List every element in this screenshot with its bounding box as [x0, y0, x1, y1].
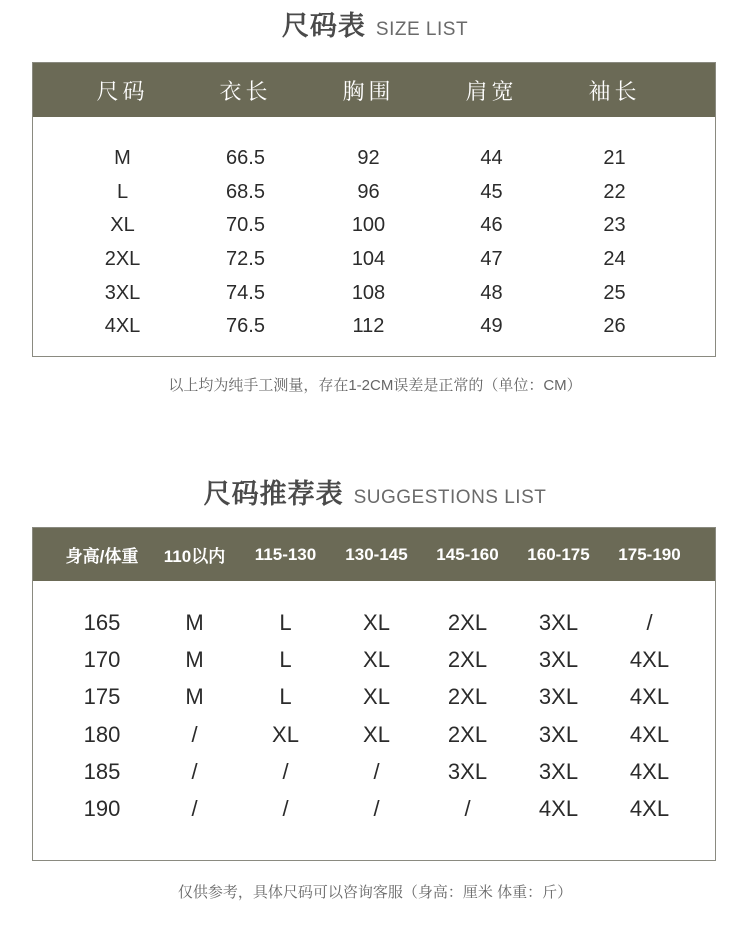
table-cell: /	[191, 796, 198, 822]
table-cell: 25	[603, 281, 626, 304]
table-cell: 92	[357, 147, 380, 170]
table-cell: 44	[480, 147, 503, 170]
table-cell: /	[646, 609, 653, 635]
size-header-cell: 袖长	[588, 79, 641, 105]
table-row	[55, 753, 715, 790]
table-row	[55, 641, 715, 678]
table-cell: 2XL	[447, 721, 488, 747]
table-cell: L	[279, 609, 292, 635]
size-header-cell: 肩宽	[465, 79, 518, 105]
table-row	[61, 310, 715, 344]
table-cell: XL	[363, 684, 390, 710]
size-list-title-cn: 尺码表	[281, 11, 366, 42]
suggestion-header-cell: 130-145	[345, 544, 408, 564]
size-header-cell: 衣长	[219, 79, 272, 105]
table-cell: 2XL	[447, 684, 488, 710]
suggestion-header-cell: 115-130	[254, 544, 317, 564]
table-cell: /	[191, 758, 198, 784]
size-header-cell: 胸围	[342, 79, 395, 105]
table-cell: L	[279, 684, 292, 710]
table-cell: /	[464, 796, 471, 822]
table-cell: 23	[603, 214, 626, 237]
suggestion-list-title-en: SUGGESTIONS LIST	[353, 487, 547, 508]
table-cell: 180	[83, 721, 121, 747]
table-cell: 4XL	[629, 796, 670, 822]
table-row	[61, 142, 715, 176]
suggestion-header-cell: 身高/体重	[65, 547, 139, 566]
table-row	[55, 604, 715, 641]
suggestion-list-title	[0, 472, 750, 511]
table-cell: XL	[272, 721, 299, 747]
table-cell: 72.5	[226, 248, 265, 271]
table-cell: XL	[110, 214, 135, 237]
table-cell: 3XL	[447, 758, 488, 784]
table-cell: 68.5	[226, 180, 265, 203]
table-cell: 4XL	[104, 315, 141, 338]
table-cell: /	[282, 796, 289, 822]
table-row	[61, 176, 715, 210]
table-cell: 4XL	[538, 796, 579, 822]
suggestion-table-body	[33, 581, 715, 828]
table-cell: 74.5	[226, 281, 265, 304]
table-cell: 21	[603, 147, 626, 170]
suggestion-table	[32, 527, 716, 861]
table-cell: M	[185, 684, 204, 710]
table-row	[61, 243, 715, 277]
table-cell: 66.5	[226, 147, 265, 170]
size-note: 以上均为纯手工测量，存在1-2CM误差是正常的（单位：CM）	[168, 377, 582, 394]
table-cell: 4XL	[629, 758, 670, 784]
size-table	[32, 62, 716, 357]
table-cell: 2XL	[447, 646, 488, 672]
table-cell: 185	[83, 758, 121, 784]
table-cell: XL	[363, 609, 390, 635]
suggestion-header-cell: 175-190	[618, 544, 681, 564]
table-row	[61, 276, 715, 310]
table-row	[61, 209, 715, 243]
table-cell: 3XL	[538, 721, 579, 747]
table-cell: /	[373, 758, 380, 784]
suggestion-note: 仅供参考，具体尺码可以咨询客服（身高：厘米 体重：斤）	[177, 884, 573, 901]
suggestion-header-cell: 145-160	[436, 544, 499, 564]
table-cell: 3XL	[104, 281, 141, 304]
table-cell: 46	[480, 214, 503, 237]
table-cell: M	[114, 147, 131, 170]
suggestion-list-title-cn: 尺码推荐表	[203, 479, 344, 510]
table-cell: 3XL	[538, 646, 579, 672]
table-cell: 47	[480, 248, 503, 271]
table-cell: /	[373, 796, 380, 822]
table-cell: /	[282, 758, 289, 784]
size-list-title-en: SIZE LIST	[375, 19, 469, 40]
table-cell: 24	[603, 248, 626, 271]
table-cell: 48	[480, 281, 503, 304]
table-cell: /	[191, 721, 198, 747]
table-cell: 76.5	[226, 315, 265, 338]
table-cell: M	[185, 609, 204, 635]
suggestion-header-cell: 160-175	[527, 544, 590, 564]
table-cell: L	[116, 180, 129, 203]
table-cell: 3XL	[538, 609, 579, 635]
table-cell: 100	[351, 214, 386, 237]
table-cell: 170	[83, 646, 121, 672]
table-cell: 26	[603, 315, 626, 338]
table-cell: 96	[357, 180, 380, 203]
table-cell: 108	[351, 281, 386, 304]
table-cell: 4XL	[629, 684, 670, 710]
table-cell: 4XL	[629, 721, 670, 747]
table-cell: 175	[83, 684, 121, 710]
table-cell: 190	[83, 796, 121, 822]
size-table-header	[33, 63, 715, 117]
suggestion-table-header	[33, 528, 715, 581]
table-row	[55, 679, 715, 716]
table-cell: 112	[352, 315, 385, 338]
table-cell: 49	[480, 315, 503, 338]
table-cell: 3XL	[538, 684, 579, 710]
table-cell: 104	[351, 248, 386, 271]
table-cell: M	[185, 646, 204, 672]
table-cell: 45	[480, 180, 503, 203]
table-cell: 22	[603, 180, 626, 203]
table-cell: L	[279, 646, 292, 672]
table-cell: XL	[363, 721, 390, 747]
table-row	[55, 790, 715, 827]
size-header-cell: 尺码	[96, 79, 149, 105]
table-cell: 3XL	[538, 758, 579, 784]
table-cell: 2XL	[104, 248, 141, 271]
table-cell: 2XL	[447, 609, 488, 635]
table-cell: 70.5	[226, 214, 265, 237]
size-table-body	[33, 117, 715, 344]
table-cell: 165	[83, 609, 121, 635]
suggestion-header-cell: 110以内	[163, 547, 226, 566]
table-cell: 4XL	[629, 646, 670, 672]
table-cell: XL	[363, 646, 390, 672]
table-row	[55, 716, 715, 753]
size-list-title	[0, 4, 750, 43]
